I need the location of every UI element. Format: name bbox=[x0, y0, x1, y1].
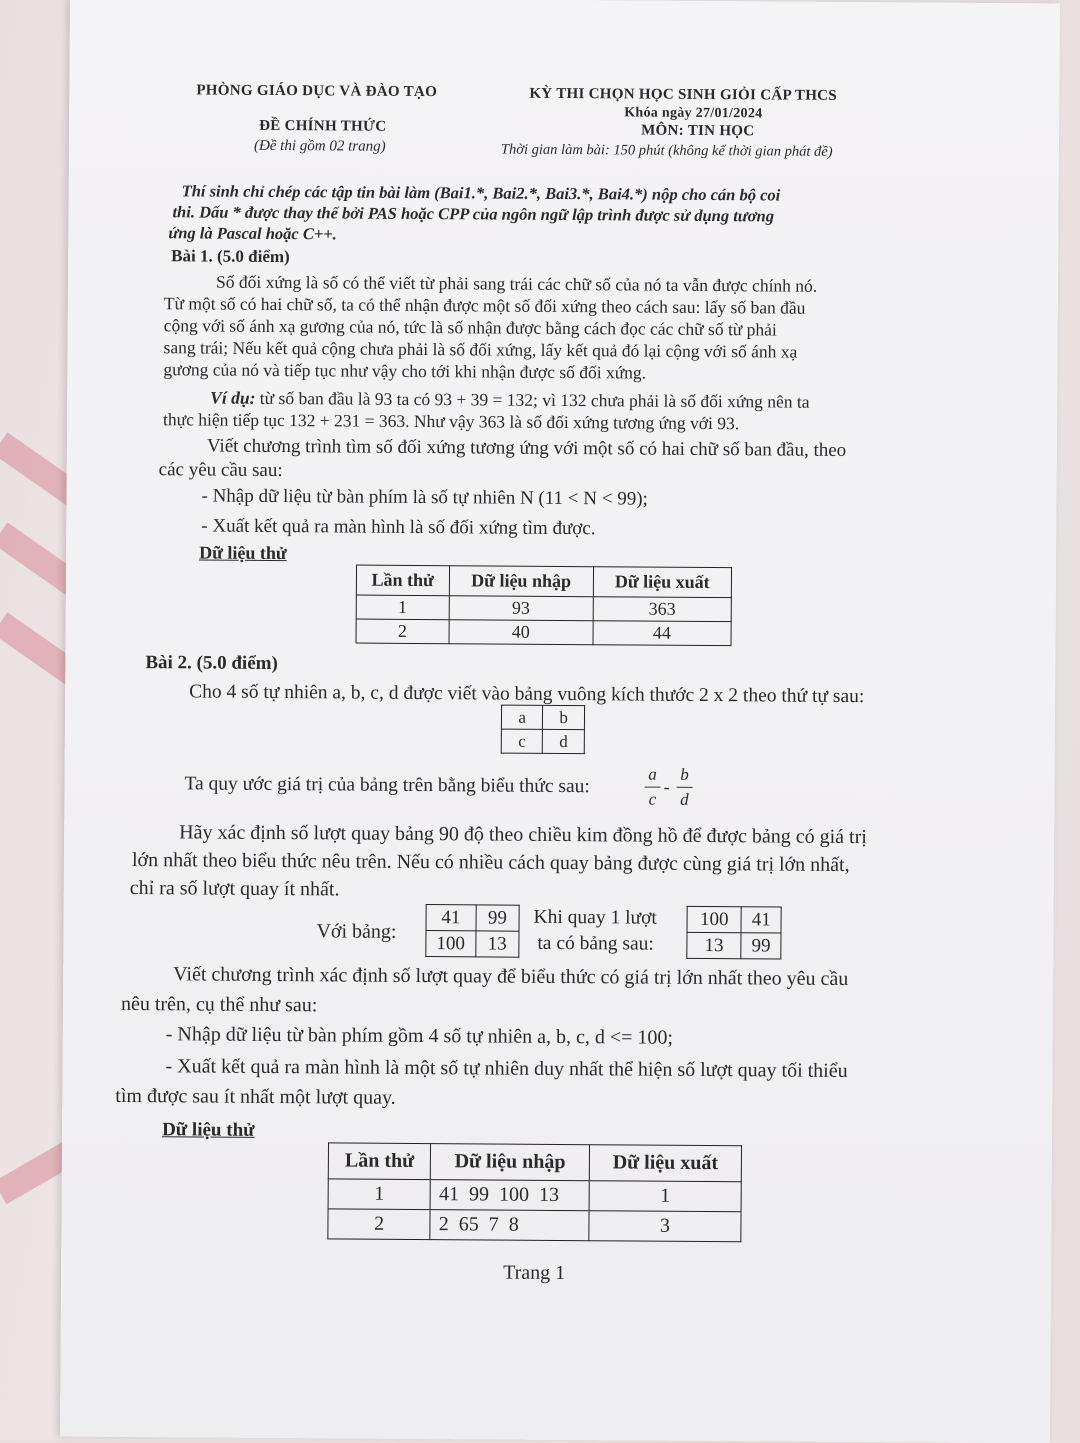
table-cell: 2 bbox=[356, 619, 449, 644]
table-header: Dữ liệu xuất bbox=[589, 1145, 741, 1182]
header-department: PHÒNG GIÁO DỤC VÀ ĐÀO TẠO bbox=[196, 82, 438, 101]
table-cell: 44 bbox=[593, 621, 731, 646]
bai1-task: Viết chương trình tìm số đối xứng tương ứng với một số có hai chữ số ban đầu, theo bbox=[206, 435, 847, 461]
bai1-para-line: Số đối xứng là số có thể viết từ phải sang trái các chữ số của nó ta vẫn được chính nó. bbox=[215, 271, 818, 296]
table-row bbox=[328, 1209, 741, 1242]
bai2-task-line: Hãy xác định số lượt quay bảng 90 độ theo chiều kim đồng hồ để được bảng có giá trị bbox=[179, 821, 867, 849]
table-cell: 3 bbox=[589, 1211, 741, 1242]
bai2-intro: Cho 4 số tự nhiên a, b, c, d được viết vào bảng vuông kích thước 2 x 2 theo thứ tự sau: bbox=[189, 681, 865, 708]
header-official: ĐỀ CHÍNH THỨC bbox=[259, 117, 387, 135]
bai1-sample-label: Dữ liệu thử bbox=[199, 542, 287, 564]
fraction-numerator: a bbox=[648, 764, 657, 784]
table-cell: 2 65 7 8 bbox=[430, 1210, 589, 1241]
grid-cell: 13 bbox=[687, 932, 741, 958]
bai1-para-line: gương của nó và tiếp tục như vậy cho tới khi nhận được số đối xứng. bbox=[163, 359, 647, 383]
bai2-task-line: chỉ ra số lượt quay ít nhất. bbox=[129, 876, 340, 901]
grid-cell: 100 bbox=[687, 906, 741, 932]
instruction-line: thi. Dấu * được thay thế bởi PAS hoặc CPP của ngôn ngữ lập trình được sử dụng tương bbox=[172, 202, 775, 226]
table-cell: 363 bbox=[593, 597, 731, 622]
grid-after-rotation bbox=[686, 906, 781, 960]
table-header: Dữ liệu xuất bbox=[593, 567, 731, 598]
grid-cell: 100 bbox=[426, 931, 476, 957]
bai2-title: Bài 2. (5.0 điểm) bbox=[145, 652, 278, 675]
table-row bbox=[356, 619, 731, 646]
header-pages: (Đề thi gồm 02 trang) bbox=[253, 137, 386, 155]
bai1-example-line2: thực hiện tiếp tục 132 + 231 = 363. Như vậy 363 là số đối xứng tương ứng với 93. bbox=[162, 409, 740, 434]
with-table-label: Với bảng: bbox=[316, 920, 397, 943]
bai2-task2-line: nêu trên, cụ thể như sau: bbox=[120, 992, 318, 1017]
grid-cell: d bbox=[543, 729, 585, 753]
grid-cell: 99 bbox=[476, 905, 520, 931]
bai1-requirement: - Nhập dữ liệu từ bàn phím là số tự nhiên N (11 < N < 99); bbox=[201, 485, 648, 510]
grid-cell: 99 bbox=[741, 933, 781, 959]
bai2-sample-label: Dữ liệu thử bbox=[162, 1119, 255, 1141]
bai1-para-line: cộng với số ánh xạ gương của nó, tức là số nhận được bằng cách đọc các chữ số từ phải bbox=[163, 315, 777, 340]
table-cell: 40 bbox=[449, 620, 593, 645]
bai2-convention: Ta quy ước giá trị của bảng trên bằng biểu thức sau: bbox=[184, 773, 590, 798]
header-subject: MÔN: TIN HỌC bbox=[641, 122, 755, 140]
bai1-example bbox=[210, 388, 810, 413]
minus-sign: - bbox=[663, 776, 670, 797]
bai2-task2-line: Viết chương trình xác định số lượt quay để biểu thức có giá trị lớn nhất theo yêu cầu bbox=[173, 963, 849, 991]
table-cell: 1 bbox=[589, 1181, 741, 1212]
bai2-sample-table bbox=[327, 1142, 742, 1242]
table-cell: 93 bbox=[449, 596, 593, 621]
bai1-requirement: - Xuất kết quả ra màn hình là số đối xứng tìm được. bbox=[201, 515, 596, 540]
fraction-b-d bbox=[676, 765, 692, 810]
table-cell: 2 bbox=[328, 1209, 431, 1240]
grid-cell: b bbox=[543, 705, 585, 729]
bai1-sample-table bbox=[356, 565, 733, 647]
table-header: Dữ liệu nhập bbox=[431, 1144, 590, 1181]
table-header: Dữ liệu nhập bbox=[449, 566, 593, 597]
bai2-requirement: tìm được sau ít nhất một lượt quay. bbox=[115, 1084, 396, 1109]
header-time: Thời gian làm bài: 150 phút (không kể thời gian phát đề) bbox=[500, 141, 833, 160]
bai2-task-line: lớn nhất theo biểu thức nêu trên. Nếu có nhiều cách quay bảng được cùng giá trị lớn nhất, bbox=[131, 848, 850, 877]
exam-paper bbox=[60, 0, 1060, 1443]
fraction-numerator: b bbox=[680, 764, 689, 784]
table-cell: 1 bbox=[356, 595, 449, 620]
bai1-task: các yêu cầu sau: bbox=[158, 459, 283, 482]
table-row bbox=[356, 595, 731, 622]
bai1-para-line: Từ một số có hai chữ số, ta có thể nhận được một số đối xứng theo cách sau: lấy số ban đầu bbox=[163, 293, 806, 318]
bai1-para-line: sang trái; Nếu kết quả cộng chưa phải là số đối xứng, lấy kết quả đó lại cộng với số ánh xạ bbox=[163, 337, 798, 362]
table-header: Lần thử bbox=[328, 1143, 431, 1180]
table-header: Lần thử bbox=[356, 565, 449, 596]
grid-cell: 41 bbox=[741, 907, 781, 933]
grid-cell: c bbox=[501, 729, 543, 753]
example-text: từ số ban đầu là 93 ta có 93 + 39 = 132; vì 132 chưa phải là số đối xứng nên ta bbox=[259, 387, 810, 412]
fraction-denominator: d bbox=[680, 789, 689, 809]
header-date: Khóa ngày 27/01/2024 bbox=[624, 105, 763, 122]
rotate-text: Khi quay 1 lượt bbox=[533, 906, 657, 929]
fraction-denominator: c bbox=[648, 789, 657, 809]
grid-cell: a bbox=[501, 705, 543, 729]
table-cell: 1 bbox=[328, 1179, 431, 1210]
instruction-line: Thí sinh chỉ chép các tập tin bài làm (Bai1.*, Bai2.*, Bai3.*, Bai4.*) nộp cho cán bộ coi bbox=[181, 181, 781, 205]
fraction-a-c bbox=[644, 765, 660, 810]
example-label: Ví dụ: bbox=[210, 387, 256, 408]
rotate-text: ta có bảng sau: bbox=[537, 932, 654, 955]
instruction-line: ứng là Pascal hoặc C++. bbox=[168, 223, 337, 244]
bai2-requirement: - Nhập dữ liệu từ bàn phím gồm 4 số tự nhiên a, b, c, d <= 100; bbox=[165, 1023, 674, 1049]
bai2-requirement: - Xuất kết quả ra màn hình là một số tự nhiên duy nhất thể hiện số lượt quay tối thiểu bbox=[165, 1055, 848, 1082]
table-row bbox=[328, 1179, 741, 1212]
grid-before-rotation bbox=[425, 904, 519, 958]
bai1-title: Bài 1. (5.0 điểm) bbox=[171, 246, 290, 267]
grid-cell: 13 bbox=[475, 931, 519, 957]
page-number: Trang 1 bbox=[503, 1261, 566, 1285]
table-cell: 41 99 100 13 bbox=[430, 1180, 589, 1211]
grid-cell: 41 bbox=[426, 905, 476, 931]
bai2-abcd-grid bbox=[501, 705, 585, 755]
header-exam-title: KỲ THI CHỌN HỌC SINH GIỎI CẤP THCS bbox=[529, 85, 838, 104]
